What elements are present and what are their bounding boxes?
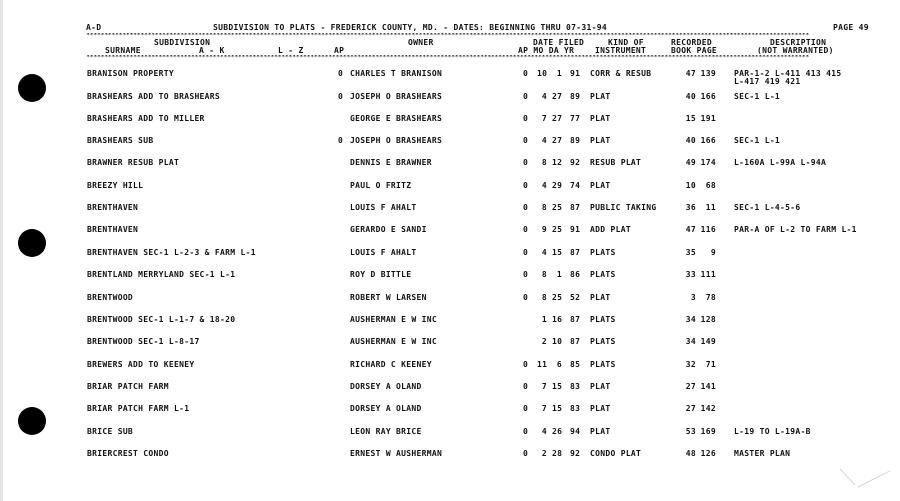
filed-year: 87 [570, 203, 581, 212]
book-number: 35 [685, 248, 696, 257]
instrument-kind: PLAT [590, 181, 611, 190]
page-number-cell: 11 [705, 203, 716, 212]
page-number-cell: 169 [700, 427, 716, 436]
filed-year: 91 [570, 69, 581, 78]
instrument-kind: CONDO PLAT [590, 449, 642, 458]
col-ap-mo-da-yr: AP MO DA YR [518, 46, 575, 55]
ap-code: 0 [523, 136, 529, 145]
instrument-kind: PLAT [590, 293, 611, 302]
description: MASTER PLAN [734, 449, 791, 458]
subdivision-name: BRENTWOOD SEC-1 L-8-17 [87, 337, 200, 346]
page-number-cell: 126 [700, 449, 716, 458]
owner-name: GERARDO E SANDI [350, 225, 427, 234]
subdivision-name: BRENTWOOD SEC-1 L-1-7 & 18-20 [87, 315, 236, 324]
table-row [0, 315, 900, 327]
owner-name: ROBERT W LARSEN [350, 293, 427, 302]
filed-day: 16 [552, 315, 563, 324]
owner-name: AUSHERMAN E W INC [350, 337, 437, 346]
ap-code: 0 [523, 360, 529, 369]
col-kind-of: KIND OF [608, 38, 644, 47]
owner-name: DORSEY A OLAND [350, 404, 422, 413]
col-instrument: INSTRUMENT [595, 46, 647, 55]
filed-day: 25 [552, 293, 563, 302]
subdivision-name: BRICE SUB [87, 427, 134, 436]
filed-month: 8 [541, 293, 547, 302]
filed-year: 92 [570, 449, 581, 458]
description: PAR-1-2 L-411 413 415 [734, 69, 842, 78]
filed-year: 91 [570, 225, 581, 234]
col-a-k: A - K [199, 46, 225, 55]
owner-name: JOSEPH O BRASHEARS [350, 92, 443, 101]
filed-day: 25 [552, 225, 563, 234]
filed-day: 1 [556, 270, 562, 279]
star-divider-bottom: ******************************************************************************************************************************************************************************************************** [86, 55, 809, 60]
subdivision-name: BRENTHAVEN [87, 203, 139, 212]
filed-month: 8 [541, 158, 547, 167]
description: L-160A L-99A L-94A [734, 158, 827, 167]
instrument-kind: PLAT [590, 382, 611, 391]
table-row [0, 181, 900, 193]
table-row [0, 360, 900, 372]
page-number: PAGE 49 [833, 23, 869, 32]
description: SEC-1 L-1 [734, 92, 781, 101]
page-number-cell: 149 [700, 337, 716, 346]
filed-month: 7 [541, 382, 547, 391]
filed-month: 4 [541, 136, 547, 145]
filed-month: 8 [541, 270, 547, 279]
ap-code: 0 [523, 225, 529, 234]
owner-name: DENNIS E BRAWNER [350, 158, 432, 167]
subdivision-name: BRAWNER RESUB PLAT [87, 158, 180, 167]
book-number: 36 [685, 203, 696, 212]
book-number: 47 [685, 225, 696, 234]
filed-year: 92 [570, 158, 581, 167]
filed-year: 94 [570, 427, 581, 436]
instrument-kind: CORR & RESUB [590, 69, 652, 78]
page-number-cell: 116 [700, 225, 716, 234]
table-row [0, 270, 900, 282]
ap-code: 0 [523, 270, 529, 279]
description: L-19 TO L-19A-B [734, 427, 811, 436]
book-number: 48 [685, 449, 696, 458]
page-number-cell: 174 [700, 158, 716, 167]
book-number: 40 [685, 92, 696, 101]
owner-name: AUSHERMAN E W INC [350, 315, 437, 324]
ap-code: 0 [523, 382, 529, 391]
subdivision-name: BRENTHAVEN [87, 225, 139, 234]
filed-month: 7 [541, 114, 547, 123]
page-number-cell: 128 [700, 315, 716, 324]
col-recorded: RECORDED [671, 38, 712, 47]
ap-flag: 0 [338, 69, 344, 78]
instrument-kind: PLAT [590, 136, 611, 145]
filed-day: 15 [552, 382, 563, 391]
page-number-cell: 78 [705, 293, 716, 302]
filed-year: 83 [570, 382, 581, 391]
filed-year: 89 [570, 92, 581, 101]
ap-code: 0 [523, 404, 529, 413]
description: PAR-A OF L-2 TO FARM L-1 [734, 225, 857, 234]
book-number: 27 [685, 404, 696, 413]
ap-code: 0 [523, 203, 529, 212]
instrument-kind: PLATS [590, 315, 616, 324]
ap-flag: 0 [338, 136, 344, 145]
filed-year: 87 [570, 337, 581, 346]
page-number-cell: 191 [700, 114, 716, 123]
col-not-warranted: (NOT WARRANTED) [757, 46, 834, 55]
book-number: 40 [685, 136, 696, 145]
table-row [0, 114, 900, 126]
owner-name: RICHARD C KEENEY [350, 360, 432, 369]
table-row [0, 382, 900, 394]
col-owner: OWNER [408, 38, 434, 47]
table-row [0, 293, 900, 305]
filed-day: 1 [556, 69, 562, 78]
ap-code: 0 [523, 69, 529, 78]
instrument-kind: RESUB PLAT [590, 158, 642, 167]
book-number: 3 [690, 293, 696, 302]
filed-month: 4 [541, 181, 547, 190]
filed-day: 26 [552, 427, 563, 436]
table-row [0, 337, 900, 349]
owner-name: LOUIS F AHALT [350, 248, 417, 257]
ap-code: 0 [523, 248, 529, 257]
subdivision-name: BRIAR PATCH FARM L-1 [87, 404, 190, 413]
filed-year: 52 [570, 293, 581, 302]
ap-code: 0 [523, 181, 529, 190]
book-number: 49 [685, 158, 696, 167]
instrument-kind: ADD PLAT [590, 225, 631, 234]
ap-code: 0 [523, 114, 529, 123]
filed-month: 10 [537, 69, 548, 78]
owner-name: ERNEST W AUSHERMAN [350, 449, 443, 458]
filed-month: 4 [541, 427, 547, 436]
filed-year: 89 [570, 136, 581, 145]
instrument-kind: PLATS [590, 337, 616, 346]
description: SEC-1 L-4-5-6 [734, 203, 801, 212]
ap-code: 0 [523, 92, 529, 101]
owner-name: ROY D BITTLE [350, 270, 412, 279]
book-number: 34 [685, 337, 696, 346]
filed-day: 15 [552, 404, 563, 413]
col-description: DESCRIPTION [770, 38, 827, 47]
description-continued: L-417 419 421 [734, 77, 801, 86]
filed-year: 83 [570, 404, 581, 413]
page-number-cell: 166 [700, 92, 716, 101]
owner-name: LOUIS F AHALT [350, 203, 417, 212]
page-number-cell: 141 [700, 382, 716, 391]
page-number-cell: 111 [700, 270, 716, 279]
filed-day: 29 [552, 181, 563, 190]
filed-month: 2 [541, 337, 547, 346]
filed-year: 77 [570, 114, 581, 123]
col-subdivision: SUBDIVISION [154, 38, 211, 47]
instrument-kind: PLAT [590, 427, 611, 436]
table-row [0, 248, 900, 260]
page-number-cell: 68 [705, 181, 716, 190]
filed-day: 12 [552, 158, 563, 167]
filed-day: 28 [552, 449, 563, 458]
filed-year: 87 [570, 315, 581, 324]
report-title: SUBDIVISION TO PLATS - FREDERICK COUNTY, MD. - DATES: BEGINNING THRU 07-31-94 [213, 23, 607, 32]
subdivision-name: BREWERS ADD TO KEENEY [87, 360, 195, 369]
report-code: A-D [86, 23, 102, 32]
page-number-cell: 71 [705, 360, 716, 369]
page-number-cell: 142 [700, 404, 716, 413]
paper-fold-mark [780, 461, 900, 501]
filed-day: 15 [552, 248, 563, 257]
filed-month: 1 [541, 315, 547, 324]
filed-day: 27 [552, 114, 563, 123]
page-number-cell: 166 [700, 136, 716, 145]
instrument-kind: PLAT [590, 114, 611, 123]
book-number: 34 [685, 315, 696, 324]
filed-month: 4 [541, 248, 547, 257]
col-ap: AP [334, 46, 345, 55]
table-row [0, 225, 900, 237]
table-row [0, 427, 900, 439]
page-number-cell: 9 [710, 248, 716, 257]
star-divider-top: ******************************************************************************************************************************************************************************************************** [86, 33, 809, 38]
description: SEC-1 L-1 [734, 136, 781, 145]
instrument-kind: PLATS [590, 248, 616, 257]
filed-day: 27 [552, 92, 563, 101]
ap-code: 0 [523, 449, 529, 458]
filed-day: 6 [556, 360, 562, 369]
subdivision-name: BRASHEARS ADD TO BRASHEARS [87, 92, 221, 101]
filed-year: 85 [570, 360, 581, 369]
table-row [0, 158, 900, 170]
book-number: 15 [685, 114, 696, 123]
filed-year: 74 [570, 181, 581, 190]
owner-name: LEON RAY BRICE [350, 427, 422, 436]
ap-flag: 0 [338, 92, 344, 101]
table-row [0, 136, 900, 148]
instrument-kind: PLAT [590, 404, 611, 413]
subdivision-name: BRIERCREST CONDO [87, 449, 169, 458]
col-date-filed: DATE FILED [533, 38, 585, 47]
subdivision-name: BRIAR PATCH FARM [87, 382, 169, 391]
filed-day: 25 [552, 203, 563, 212]
filed-day: 27 [552, 136, 563, 145]
book-number: 10 [685, 181, 696, 190]
owner-name: DORSEY A OLAND [350, 382, 422, 391]
filed-year: 87 [570, 248, 581, 257]
table-row [0, 69, 900, 86]
col-book-page: BOOK PAGE [671, 46, 718, 55]
ap-code: 0 [523, 158, 529, 167]
filed-month: 2 [541, 449, 547, 458]
filed-month: 7 [541, 404, 547, 413]
ap-code: 0 [523, 293, 529, 302]
filed-day: 10 [552, 337, 563, 346]
subdivision-name: BRENTHAVEN SEC-1 L-2-3 & FARM L-1 [87, 248, 256, 257]
owner-name: GEORGE E BRASHEARS [350, 114, 443, 123]
owner-name: CHARLES T BRANISON [350, 69, 443, 78]
subdivision-name: BRENTLAND MERRYLAND SEC-1 L-1 [87, 270, 236, 279]
book-number: 32 [685, 360, 696, 369]
filed-year: 86 [570, 270, 581, 279]
filed-month: 8 [541, 203, 547, 212]
subdivision-name: BRENTWOOD [87, 293, 134, 302]
filed-month: 11 [537, 360, 548, 369]
page-number-cell: 139 [700, 69, 716, 78]
filed-month: 9 [541, 225, 547, 234]
col-l-z: L - Z [278, 46, 304, 55]
subdivision-name: BREEZY HILL [87, 181, 144, 190]
table-row [0, 449, 900, 461]
instrument-kind: PUBLIC TAKING [590, 203, 657, 212]
subdivision-name: BRANISON PROPERTY [87, 69, 174, 78]
book-number: 53 [685, 427, 696, 436]
ap-code: 0 [523, 427, 529, 436]
instrument-kind: PLATS [590, 270, 616, 279]
subdivision-name: BRASHEARS ADD TO MILLER [87, 114, 205, 123]
owner-name: JOSEPH O BRASHEARS [350, 136, 443, 145]
table-row [0, 404, 900, 416]
instrument-kind: PLAT [590, 92, 611, 101]
owner-name: PAUL O FRITZ [350, 181, 412, 190]
book-number: 33 [685, 270, 696, 279]
filed-month: 4 [541, 92, 547, 101]
book-number: 27 [685, 382, 696, 391]
table-row [0, 92, 900, 104]
table-row [0, 203, 900, 215]
subdivision-name: BRASHEARS SUB [87, 136, 154, 145]
book-number: 47 [685, 69, 696, 78]
col-surname: SURNAME [105, 46, 141, 55]
instrument-kind: PLATS [590, 360, 616, 369]
